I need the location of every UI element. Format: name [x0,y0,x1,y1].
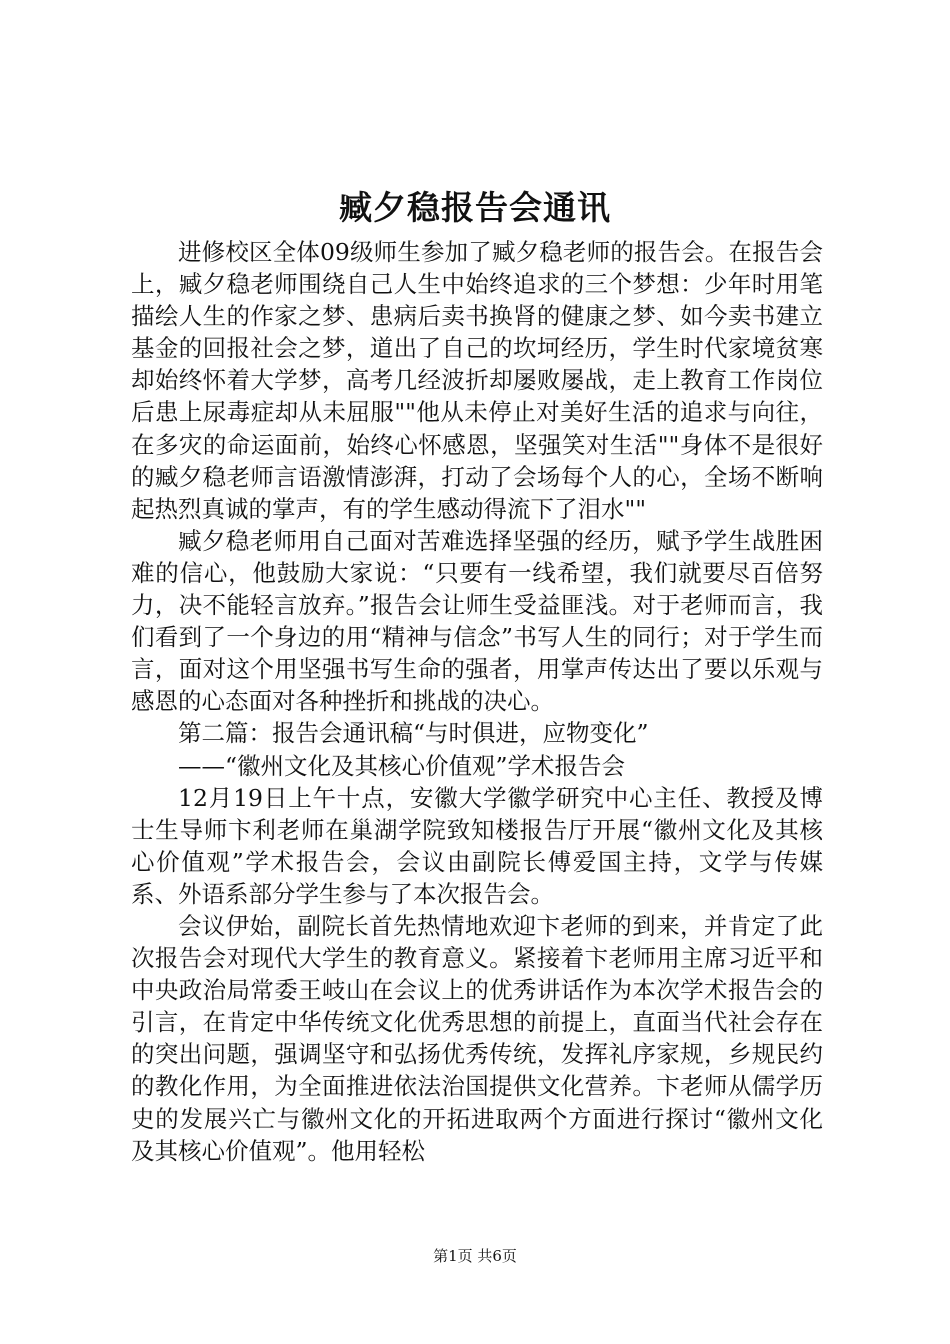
document-body [131,236,823,1167]
paragraph: 会议伊始，副院长首先热情地欢迎卞老师的到来，并肯定了此次报告会对现代大学生的教育意义。紧接着卞老师用主席习近平和中央政治局常委王岐山在会议上的优秀讲话作为本次学术报告会的引言，在肯定中华传统文化优秀思想的前提上，直面当代社会存在的突出问题，强调坚守和弘扬优秀传统，发挥礼序家规，乡规民约的教化作用，为全面推进依法治国提供文化营养。卞老师从儒学历史的发展兴亡与徽州文化的开拓进取两个方面进行探讨“徽州文化及其核心价值观”。他用轻松 [131,911,823,1165]
paragraph: 进修校区全体09级师生参加了臧夕稳老师的报告会。在报告会上，臧夕稳老师围绕自己人生中始终追求的三个梦想：少年时用笔描绘人生的作家之梦、患病后卖书换肾的健康之梦、如今卖书建立基金的回报社会之梦，道出了自己的坎坷经历，学生时代家境贫寒却始终怀着大学梦，高考几经波折却屡败屡战，走上教育工作岗位后患上尿毒症却从未屈服""他从未停止对美好生活的追求与向往，在多灾的命运面前，始终心怀感恩，坚强笑对生活""身体不是很好的臧夕稳老师言语激情澎湃，打动了会场每个人的心，全场不断响起热烈真诚的掌声，有的学生感动得流下了泪水"" [131,238,823,523]
section-heading: 第二篇：报告会通讯稿“与时俱进，应物变化” [178,719,649,748]
section-subheading: ——“徽州文化及其核心价值观”学术报告会 [178,751,626,780]
paragraph: 12月19日上午十点，安徽大学徽学研究中心主任、教授及博士生导师卞利老师在巢湖学院致知楼报告厅开展“徽州文化及其核心价值观”学术报告会，会议由副院长傅爱国主持，文学与传媒系、外语系部分学生参与了本次报告会。 [131,783,823,908]
page-footer: 第1页 共6页 [433,1247,517,1265]
document-title: 臧夕稳报告会通讯 [339,188,611,227]
paragraph: 臧夕稳老师用自己面对苦难选择坚强的经历，赋予学生战胜困难的信心，他鼓励大家说：“只要有一线希望，我们就要尽百倍努力，决不能轻言放弃。”报告会让师生受益匪浅。对于老师而言，我们看到了一个身边的用“精神与信念”书写人生的同行；对于学生而言，面对这个用坚强书写生命的强者，用掌声传达出了要以乐观与感恩的心态面对各种挫折和挑战的决心。 [131,526,823,716]
